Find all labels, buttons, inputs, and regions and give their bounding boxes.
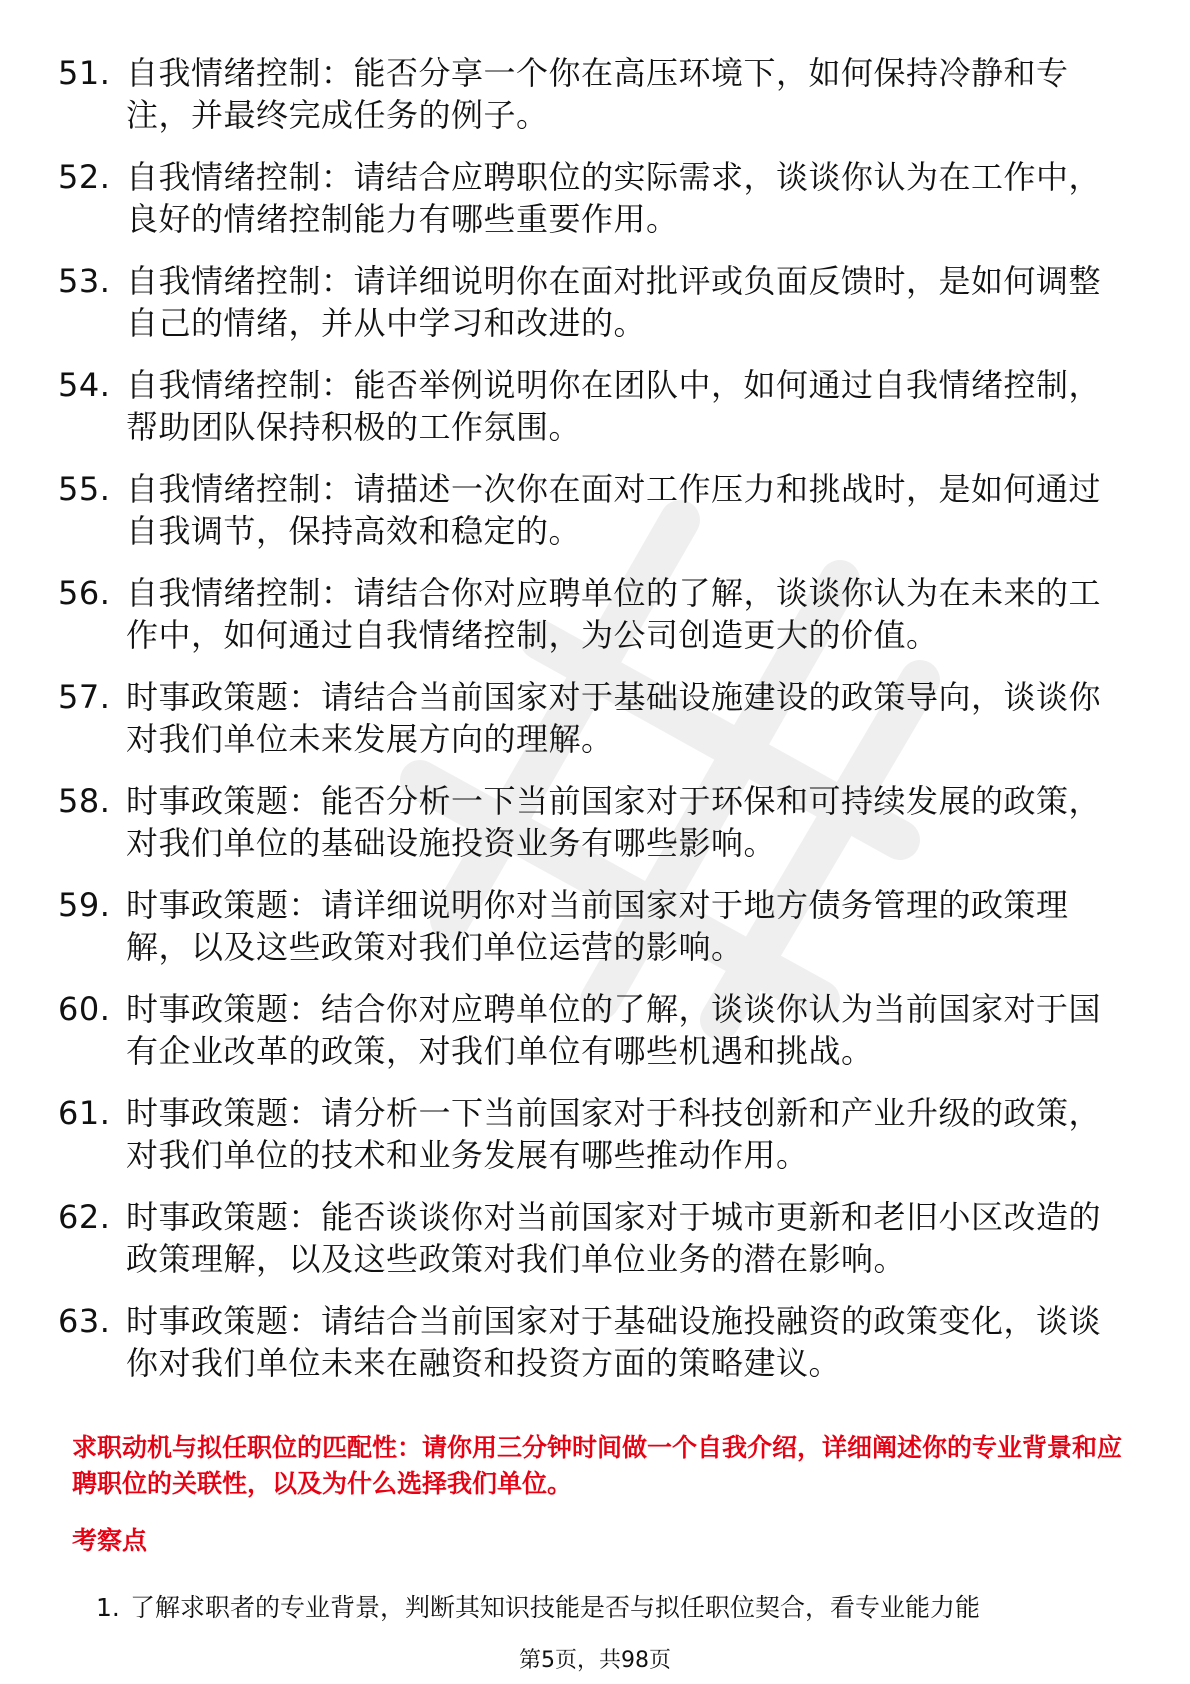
assessment-point-number: 1.: [96, 1593, 120, 1622]
question-text: 时事政策题：能否分析一下当前国家对于环保和可持续发展的政策，对我们单位的基础设施投资业务有哪些影响。: [126, 782, 1102, 862]
question-text: 自我情绪控制：请详细说明你在面对批评或负面反馈时，是如何调整自己的情绪，并从中学习和改进的。: [126, 262, 1102, 342]
question-item: [58, 884, 1118, 968]
question-text: 自我情绪控制：能否举例说明你在团队中，如何通过自我情绪控制，帮助团队保持积极的工作氛围。: [126, 366, 1102, 446]
question-text: 时事政策题：请结合当前国家对于基础设施建设的政策导向，谈谈你对我们单位未来发展方向的理解。: [126, 678, 1102, 758]
question-item: [58, 780, 1118, 864]
question-item: [58, 572, 1118, 656]
assessment-heading: 考察点: [72, 1526, 148, 1555]
question-item: [58, 676, 1118, 760]
assessment-point: [96, 1592, 1126, 1624]
question-item: [58, 468, 1118, 552]
question-item: [58, 260, 1118, 344]
question-text: 自我情绪控制：请结合你对应聘单位的了解，谈谈你认为在未来的工作中，如何通过自我情绪控制，为公司创造更大的价值。: [126, 574, 1102, 654]
question-text: 自我情绪控制：请描述一次你在面对工作压力和挑战时，是如何通过自我调节，保持高效和稳定的。: [126, 470, 1102, 550]
highlight-question: 求职动机与拟任职位的匹配性：请你用三分钟时间做一个自我介绍，详细阐述你的专业背景和应聘职位的关联性，以及为什么选择我们单位。: [72, 1433, 1123, 1498]
question-text: 时事政策题：请分析一下当前国家对于科技创新和产业升级的政策，对我们单位的技术和业务发展有哪些推动作用。: [126, 1094, 1102, 1174]
question-item: [58, 52, 1118, 136]
question-text: 自我情绪控制：能否分享一个你在高压环境下，如何保持冷静和专注，并最终完成任务的例子。: [126, 54, 1069, 134]
question-number: 62.: [58, 1198, 111, 1236]
question-number: 52.: [58, 158, 111, 196]
question-number: 53.: [58, 262, 111, 300]
page-footer: 第5页，共98页: [519, 1648, 671, 1673]
question-number: 61.: [58, 1094, 111, 1132]
assessment-point-text: 了解求职者的专业背景，判断其知识技能是否与拟任职位契合，看专业能力能: [130, 1593, 981, 1622]
assessment-point-list: [96, 1592, 1126, 1624]
question-text: 时事政策题：请详细说明你对当前国家对于地方债务管理的政策理解，以及这些政策对我们单位运营的影响。: [126, 886, 1069, 966]
question-number: 59.: [58, 886, 111, 924]
question-item: [58, 364, 1118, 448]
question-number: 58.: [58, 782, 111, 820]
question-text: 自我情绪控制：请结合应聘职位的实际需求，谈谈你认为在工作中，良好的情绪控制能力有哪些重要作用。: [126, 158, 1102, 238]
question-number: 63.: [58, 1302, 111, 1340]
question-item: [58, 156, 1118, 240]
question-number: 54.: [58, 366, 111, 404]
question-item: [58, 988, 1118, 1072]
question-number: 55.: [58, 470, 111, 508]
question-list: [58, 52, 1118, 1404]
question-number: 56.: [58, 574, 111, 612]
question-text: 时事政策题：能否谈谈你对当前国家对于城市更新和老旧小区改造的政策理解，以及这些政策对我们单位业务的潜在影响。: [126, 1198, 1102, 1278]
question-item: [58, 1092, 1118, 1176]
question-item: [58, 1196, 1118, 1280]
question-number: 60.: [58, 990, 111, 1028]
question-text: 时事政策题：请结合当前国家对于基础设施投融资的政策变化，谈谈你对我们单位未来在融资和投资方面的策略建议。: [126, 1302, 1102, 1382]
question-number: 57.: [58, 678, 111, 716]
question-number: 51.: [58, 54, 111, 92]
question-item: [58, 1300, 1118, 1384]
question-text: 时事政策题：结合你对应聘单位的了解，谈谈你认为当前国家对于国有企业改革的政策，对我们单位有哪些机遇和挑战。: [126, 990, 1102, 1070]
